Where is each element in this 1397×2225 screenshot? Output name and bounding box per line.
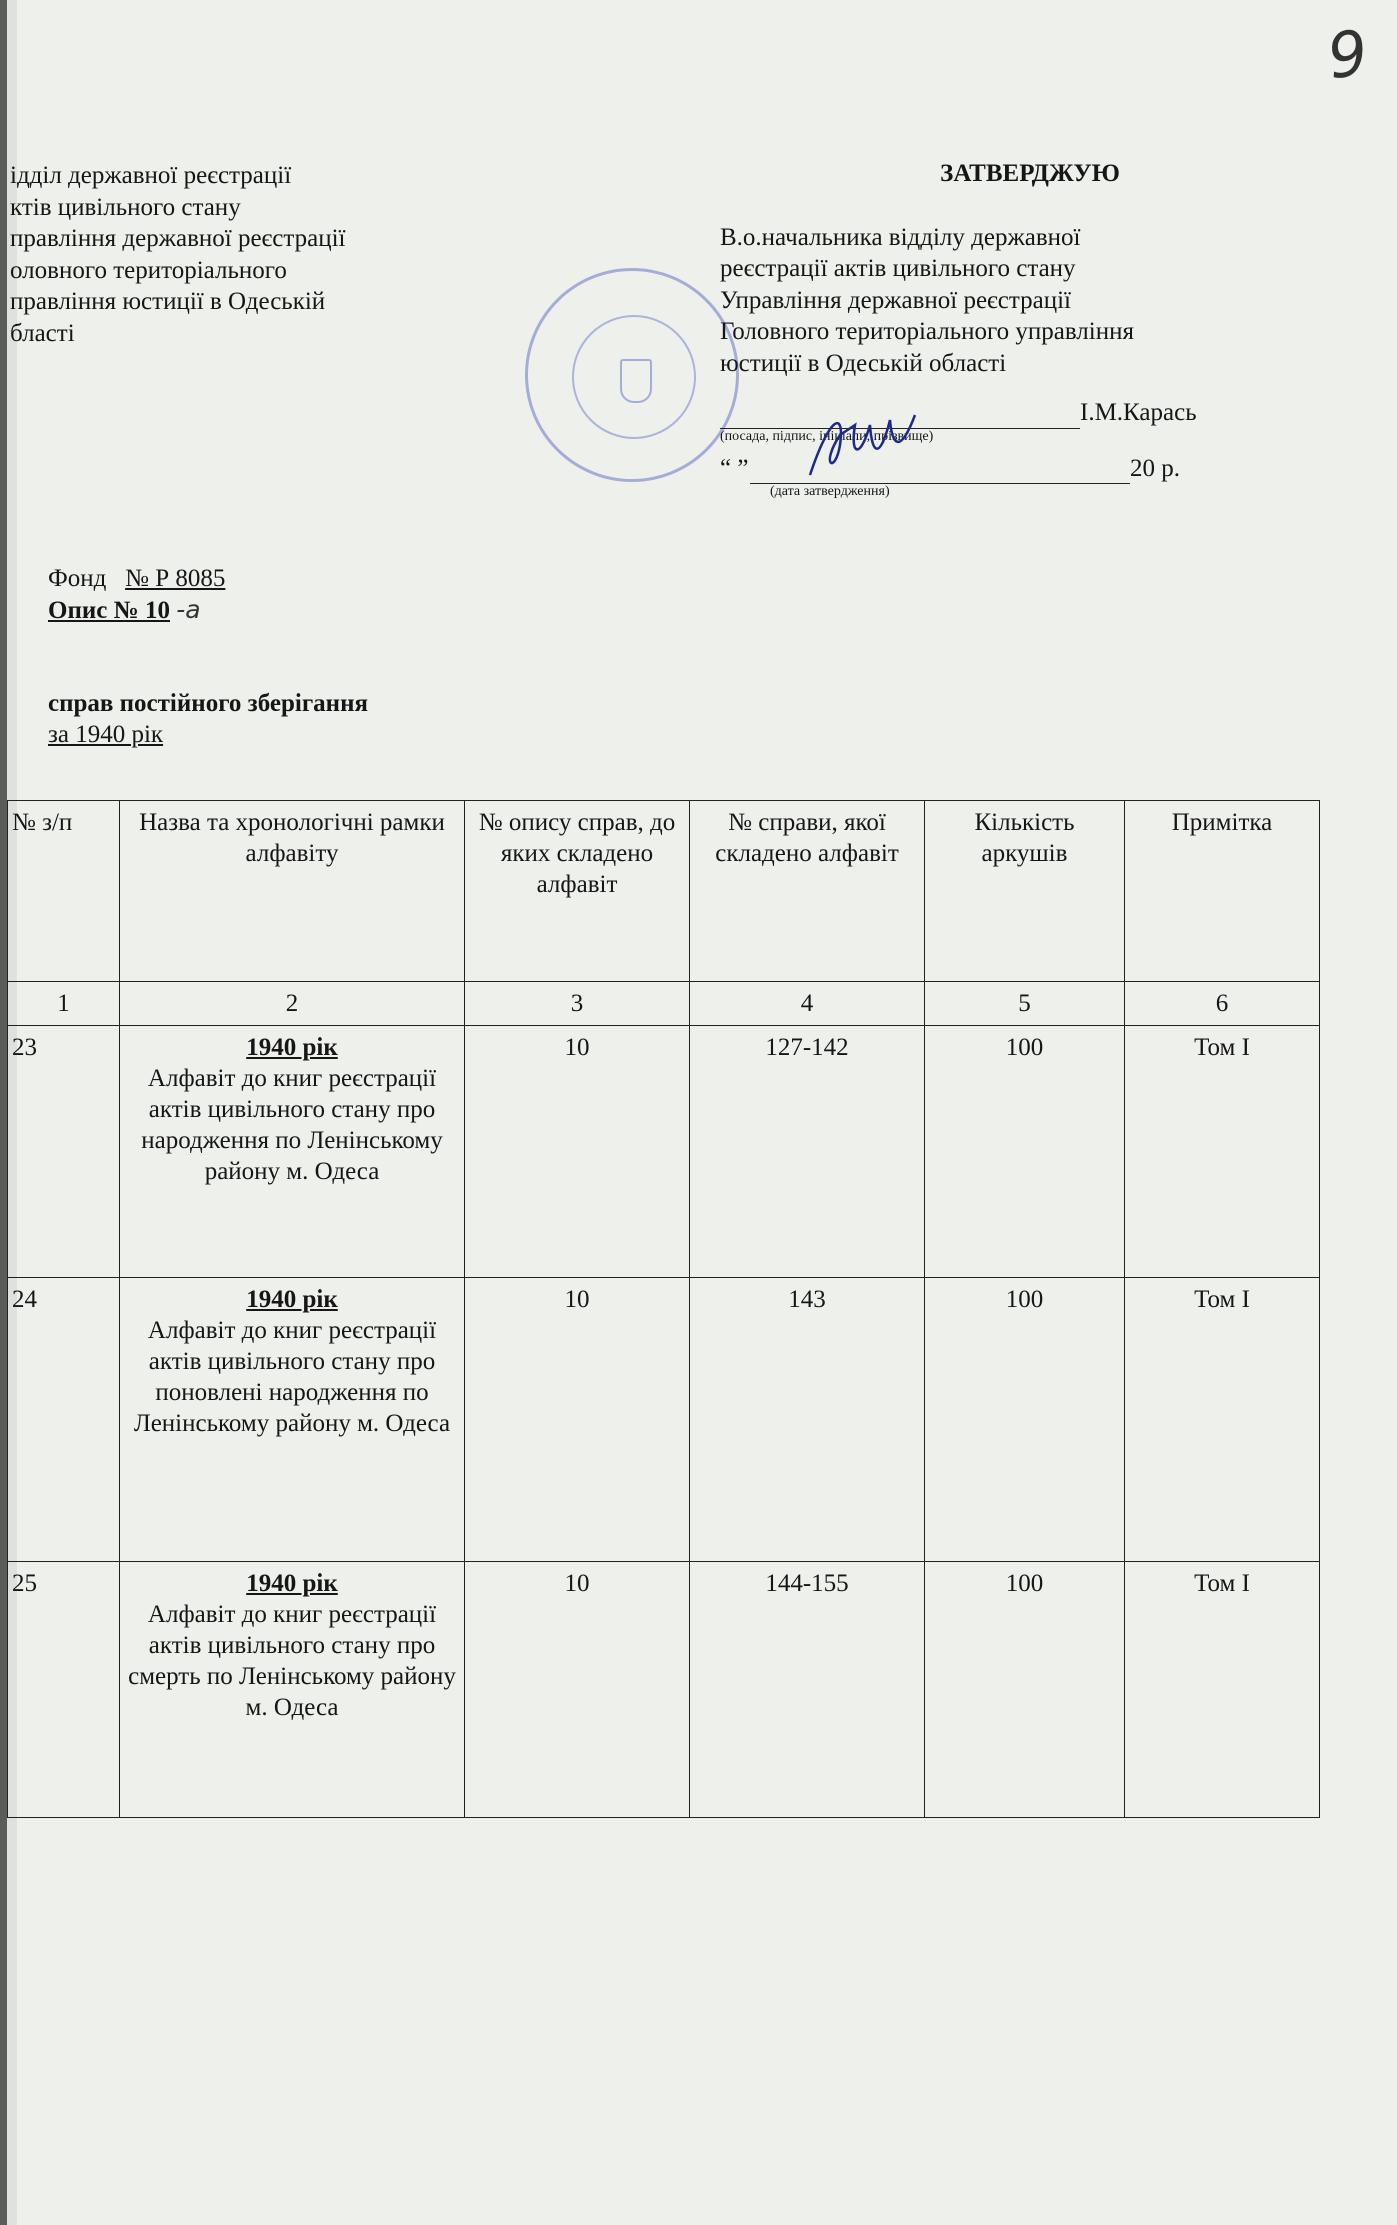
row-note: Том І (1125, 1278, 1320, 1562)
date-year: 20 р. (1130, 454, 1180, 482)
opys-label: Опис № 10 (48, 597, 170, 624)
row-note: Том І (1125, 1562, 1320, 1818)
col-number: 1 (8, 982, 120, 1026)
fond-number: № Р 8085 (125, 565, 226, 592)
left-header-line: ідділ державної реєстрації (10, 162, 292, 189)
inventory-table (7, 800, 1320, 1818)
approval-line: реєстрації актів цивільного стану (720, 255, 1076, 282)
row-year: 1940 рік (246, 1034, 338, 1061)
header-title: Назва та хронологічні рамки алфавіту (120, 801, 465, 982)
signer-caption: (посада, підпис, ініціали, прізвище) (720, 428, 934, 444)
row-opys: 10 (465, 1026, 690, 1278)
left-header-line: ктів цивільного стану (10, 193, 241, 221)
signer-name: І.М.Карась (1080, 399, 1197, 426)
row-sheets: 100 (925, 1278, 1125, 1562)
binding-edge (0, 0, 7, 2225)
left-header-line: оловного територіального (10, 256, 287, 284)
handwritten-signature (800, 405, 930, 485)
row-note: Том І (1125, 1026, 1320, 1278)
approval-line: юстиції в Одеській області (720, 349, 1007, 377)
col-number: 4 (690, 982, 925, 1026)
col-number: 5 (925, 982, 1125, 1026)
table-row (8, 1278, 1320, 1562)
row-num: 25 (8, 1562, 120, 1818)
row-title: Алфавіт до книг реєстрації актів цивільного стану про народження по Ленінському району м. Одеса (141, 1065, 443, 1185)
header-note: Примітка (1125, 801, 1320, 982)
col-number: 3 (465, 982, 690, 1026)
approval-line: Головного територіального управління (720, 318, 1134, 345)
left-header (10, 160, 345, 349)
row-title: Алфавіт до книг реєстрації актів цивільного стану про смерть по Ленінському району м. Одеса (128, 1601, 456, 1721)
header-sheets: Кількість аркушів (925, 801, 1125, 982)
row-num: 23 (8, 1026, 120, 1278)
row-year: 1940 рік (246, 1570, 338, 1597)
opys-suffix: -а (176, 595, 201, 624)
col-number: 6 (1125, 982, 1320, 1026)
row-case: 127-142 (690, 1026, 925, 1278)
left-header-line: бласті (10, 319, 75, 347)
header-case: № справи, якої складено алфавіт (690, 801, 925, 982)
left-header-line: правління юстиції в Одеській (10, 288, 326, 315)
trident-coat-of-arms-icon (620, 359, 652, 403)
subtitle: справ постійного зберігання (48, 690, 369, 717)
date-quote: “ ” (720, 454, 749, 482)
date-caption: (дата затвердження) (770, 484, 890, 499)
fond-block (48, 563, 368, 750)
row-title: Алфавіт до книг реєстрації актів цивільного стану про поновлені народження по Ленінському району м. Одеса (133, 1317, 451, 1437)
year-label: за 1940 рік (48, 721, 164, 748)
row-opys: 10 (465, 1278, 690, 1562)
table-header-row (8, 801, 1320, 982)
approval-line: В.о.начальника відділу державної (720, 223, 1081, 251)
row-case: 144-155 (690, 1562, 925, 1818)
official-stamp (525, 268, 739, 482)
table-row (8, 1562, 1320, 1818)
row-year: 1940 рік (246, 1286, 338, 1313)
table-row (8, 1026, 1320, 1278)
page-number: 9 (1322, 15, 1372, 94)
approval-line: Управління державної реєстрації (720, 286, 1071, 314)
left-header-line: правління державної реєстрації (10, 225, 346, 252)
row-num: 24 (8, 1278, 120, 1562)
row-opys: 10 (465, 1562, 690, 1818)
column-number-row (8, 982, 1320, 1026)
row-sheets: 100 (925, 1562, 1125, 1818)
row-case: 143 (690, 1278, 925, 1562)
fond-label: Фонд (48, 565, 107, 592)
approval-title: ЗАТВЕРДЖУЮ (940, 160, 1120, 187)
row-sheets: 100 (925, 1026, 1125, 1278)
header-num: № з/п (8, 801, 120, 982)
col-number: 2 (120, 982, 465, 1026)
header-opys: № опису справ, до яких складено алфавіт (465, 801, 690, 982)
